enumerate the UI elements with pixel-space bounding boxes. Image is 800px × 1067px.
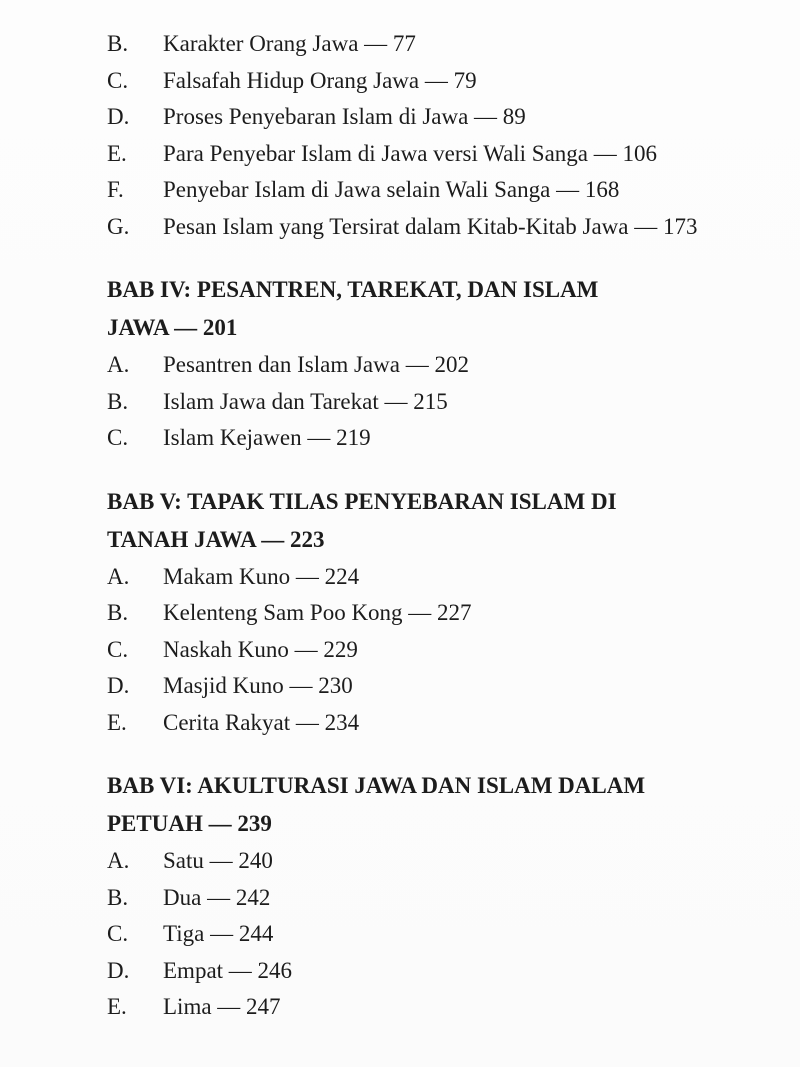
chapter-heading-line: TANAH JAWA — 223 [107,526,325,552]
entry-letter: C. [107,425,129,450]
entry-letter: E. [107,994,127,1019]
entry-title: Pesantren dan Islam Jawa — 202 [163,352,469,377]
entry-letter: E. [107,709,127,735]
entry-title: Cerita Rakyat — 234 [163,709,360,735]
toc-entry [107,989,747,1026]
chapter-heading [107,483,707,559]
toc-entry [107,99,747,136]
chapter-heading-line: BAB V: TAPAK TILAS PENYEBARAN ISLAM DI [107,488,617,514]
entry-letter: D. [107,104,130,129]
chapter-heading-line: BAB VI: AKULTURASI JAWA DAN ISLAM DALAM [107,773,646,798]
entry-letter: C. [107,67,129,93]
entry-title: Makam Kuno — 224 [163,563,360,589]
entry-title: Proses Penyebaran Islam di Jawa — 89 [163,104,526,129]
chapter-heading [107,271,707,347]
toc-entry [107,63,747,100]
entry-title: Islam Kejawen — 219 [163,425,371,450]
entry-letter: G. [107,213,130,239]
entry-title: Karakter Orang Jawa — 77 [163,31,416,56]
entry-letter: D. [107,673,130,698]
entry-letter: C. [107,921,129,946]
table-of-contents [107,26,747,1026]
entry-title: Dua — 242 [163,884,271,910]
entry-letter: B. [107,600,129,625]
entry-letter: D. [107,957,130,983]
section-spacer [107,245,747,271]
entry-letter: B. [107,884,129,910]
toc-entry [107,843,747,880]
toc-entry [107,916,747,953]
entry-letter: B. [107,31,129,56]
toc-entry [107,136,747,173]
toc-entry [107,209,747,246]
toc-entry [107,595,747,632]
entry-letter: B. [107,388,129,414]
entry-title: Pesan Islam yang Tersirat dalam Kitab-Kitab Jawa — 173 [163,213,698,239]
entry-title: Kelenteng Sam Poo Kong — 227 [163,600,472,625]
toc-entry [107,559,747,596]
entry-letter: E. [107,140,127,166]
section-spacer [107,457,747,483]
entry-title: Satu — 240 [163,848,273,873]
entry-title: Falsafah Hidup Orang Jawa — 79 [163,67,477,93]
toc-entry [107,26,747,63]
entry-title: Empat — 246 [163,957,293,983]
entry-title: Penyebar Islam di Jawa selain Wali Sanga — 168 [163,177,620,202]
entry-title: Naskah Kuno — 229 [163,636,358,662]
entry-letter: F. [107,177,124,202]
toc-entry [107,420,747,457]
toc-entry [107,953,747,990]
toc-entry [107,172,747,209]
entry-letter: A. [107,563,130,589]
entry-letter: A. [107,352,130,377]
entry-letter: A. [107,848,130,873]
entry-title: Para Penyebar Islam di Jawa versi Wali Sanga — 106 [163,140,658,166]
chapter-heading-line: JAWA — 201 [107,315,238,340]
entry-title: Islam Jawa dan Tarekat — 215 [163,388,448,414]
toc-entry [107,705,747,742]
section-spacer [107,741,747,767]
chapter-heading-line: BAB IV: PESANTREN, TAREKAT, DAN ISLAM [107,277,599,302]
entry-letter: C. [107,636,129,662]
chapter-heading [107,767,707,843]
toc-entry [107,632,747,669]
entry-title: Lima — 247 [163,994,281,1019]
toc-entry [107,880,747,917]
entry-title: Masjid Kuno — 230 [163,673,353,698]
toc-entry [107,384,747,421]
chapter-heading-line: PETUAH — 239 [107,811,272,836]
entry-title: Tiga — 244 [163,921,274,946]
toc-entry [107,347,747,384]
toc-entry [107,668,747,705]
